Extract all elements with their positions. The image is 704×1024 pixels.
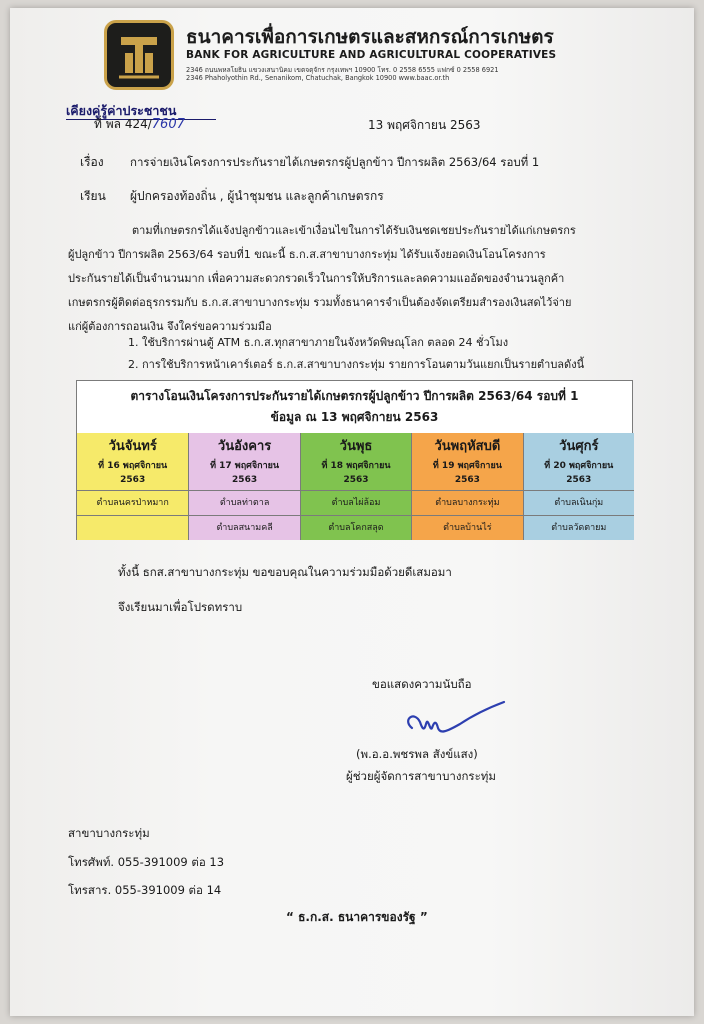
reference-number (94, 114, 185, 135)
tambon-cell: ตำบลท่าตาล (188, 490, 299, 515)
tambon-cell: ตำบลบ้านไร่ (411, 515, 522, 540)
reference-label: ที่ (94, 117, 102, 131)
letter-date: 13 พฤศจิกายน 2563 (368, 118, 481, 132)
body-line: แก่ผู้ต้องการถอนเงิน จึงใคร่ขอความร่วมมือ (68, 320, 272, 333)
recipient-label: เรียน (80, 189, 106, 203)
closing-inform: จึงเรียนมาเพื่อโปรดทราบ (118, 600, 243, 614)
address-thai: 2346 ถนนพหลโยธิน แขวงเสนานิคม เขตจตุจักร กรุงเทพฯ 10900 โทร. 0 2558 6555 แฟกซ์ 0 2558 6921 (186, 66, 499, 74)
regards: ขอแสดงความนับถือ (372, 677, 472, 691)
bank-name-english: BANK FOR AGRICULTURE AND AGRICULTURAL COOPERATIVES (186, 49, 557, 61)
tambon-cell: ตำบลนครป่าหมาก (77, 490, 188, 515)
reference-code: พล 424/ (105, 117, 152, 131)
fax-number: โทรสาร. 055-391009 ต่อ 14 (68, 883, 222, 897)
tambon-cell (77, 515, 188, 540)
table-title: ตารางโอนเงินโครงการประกันรายได้เกษตรกรผู้ปลูกข้าว ปีการผลิต 2563/64 รอบที่ 1 (130, 389, 579, 403)
list-item-counter: 2. การใช้บริการหน้าเคาร์เตอร์ ธ.ก.ส.สาขาบางกระทุ่ม รายการโอนตามวันแยกเป็นรายตำบลดังนี้ (128, 358, 585, 371)
day-name: วันศุกร์ (559, 439, 599, 454)
tambon-cell: ตำบลวัดตายม (523, 515, 634, 540)
day-name: วันพุธ (339, 439, 373, 454)
bank-name-thai: ธนาคารเพื่อการเกษตรและสหกรณ์การเกษตร (186, 26, 554, 48)
tambon-cell: ตำบลเนินกุ่ม (523, 490, 634, 515)
tambon-cell: ตำบลสนามคลี (188, 515, 299, 540)
closing-thanks: ทั้งนี้ ธกส.สาขาบางกระทุ่ม ขอขอบคุณในความร่วมมือด้วยดีเสมอมา (118, 565, 452, 579)
signer-name: (พ.อ.อ.พชรพล สังข์แสง) (356, 747, 478, 761)
letter-page (10, 8, 694, 1016)
day-date: ที่ 18 พฤศจิกายน (321, 461, 391, 471)
day-year: 2563 (343, 475, 369, 485)
day-year: 2563 (120, 475, 146, 485)
list-item-atm: 1. ใช้บริการผ่านตู้ ATM ธ.ก.ส.ทุกสาขาภายในจังหวัดพิษณุโลก ตลอด 24 ชั่วโมง (128, 336, 509, 349)
day-date: ที่ 20 พฤศจิกายน (544, 461, 614, 471)
tambon-cell: ตำบลบางกระทุ่ม (411, 490, 522, 515)
day-year: 2563 (232, 475, 258, 485)
signer-title: ผู้ช่วยผู้จัดการสาขาบางกระทุ่ม (346, 769, 496, 783)
day-year: 2563 (454, 475, 480, 485)
handwritten-signature (400, 698, 510, 748)
day-header-friday (523, 433, 634, 490)
footer-slogan: “ ธ.ก.ส. ธนาคารของรัฐ ” (286, 910, 428, 924)
day-header-wednesday (300, 433, 411, 490)
day-year: 2563 (566, 475, 592, 485)
recipient-text: ผู้ปกครองท้องถิ่น , ผู้นำชุมชน และลูกค้าเกษตรกร (130, 189, 384, 203)
tambon-cell: ตำบลไผ่ล้อม (300, 490, 411, 515)
slogan: เคียงคู่รู้ค่าประชาชน (66, 103, 177, 118)
day-date: ที่ 19 พฤศจิกายน (432, 461, 502, 471)
body-line: ประกันรายได้เป็นจำนวนมาก เพื่อความสะดวกรวดเร็วในการให้บริการและลดความแออัดของจำนวนลูกค้า (68, 272, 565, 285)
body-line: เกษตรกรผู้ติดต่อธุรกรรมกับ ธ.ก.ส.สาขาบางกระทุ่ม รวมทั้งธนาคารจำเป็นต้องจัดเตรียมสำรองเงินสดไว้จ่าย (68, 296, 572, 309)
reference-handwritten: 7607 (151, 117, 185, 132)
day-header-monday (77, 433, 188, 490)
transfer-schedule-table (76, 380, 633, 540)
day-name: วันจันทร์ (108, 439, 157, 454)
baac-logo (104, 20, 174, 90)
subject-label: เรื่อง (80, 155, 104, 169)
day-header-tuesday (188, 433, 299, 490)
body-line: ผู้ปลูกข้าว ปีการผลิต 2563/64 รอบที่1 ขณะนี้ ธ.ก.ส.สาขาบางกระทุ่ม ได้รับแจ้งยอดเงินโอนโครงการ (68, 248, 546, 261)
day-date: ที่ 16 พฤศจิกายน (98, 461, 168, 471)
address-english: 2346 Phaholyothin Rd., Senanikom, Chatuchak, Bangkok 10900 www.baac.or.th (186, 74, 450, 82)
day-name: วันพฤหัสบดี (434, 439, 501, 454)
subject-text: การจ่ายเงินโครงการประกันรายได้เกษตรกรผู้ปลูกข้าว ปีการผลิต 2563/64 รอบที่ 1 (130, 155, 540, 169)
day-date: ที่ 17 พฤศจิกายน (210, 461, 280, 471)
body-line: ตามที่เกษตรกรได้แจ้งปลูกข้าวและเข้าเงื่อนไขในการได้รับเงินชดเชยประกันรายได้แก่เกษตรกร (132, 224, 576, 237)
table-subtitle: ข้อมูล ณ 13 พฤศจิกายน 2563 (270, 410, 439, 424)
phone-number: โทรศัพท์. 055-391009 ต่อ 13 (68, 855, 225, 869)
tambon-cell: ตำบลโคกสลุด (300, 515, 411, 540)
branch-name: สาขาบางกระทุ่ม (68, 826, 150, 840)
day-name: วันอังคาร (217, 439, 272, 454)
day-header-thursday (411, 433, 522, 490)
